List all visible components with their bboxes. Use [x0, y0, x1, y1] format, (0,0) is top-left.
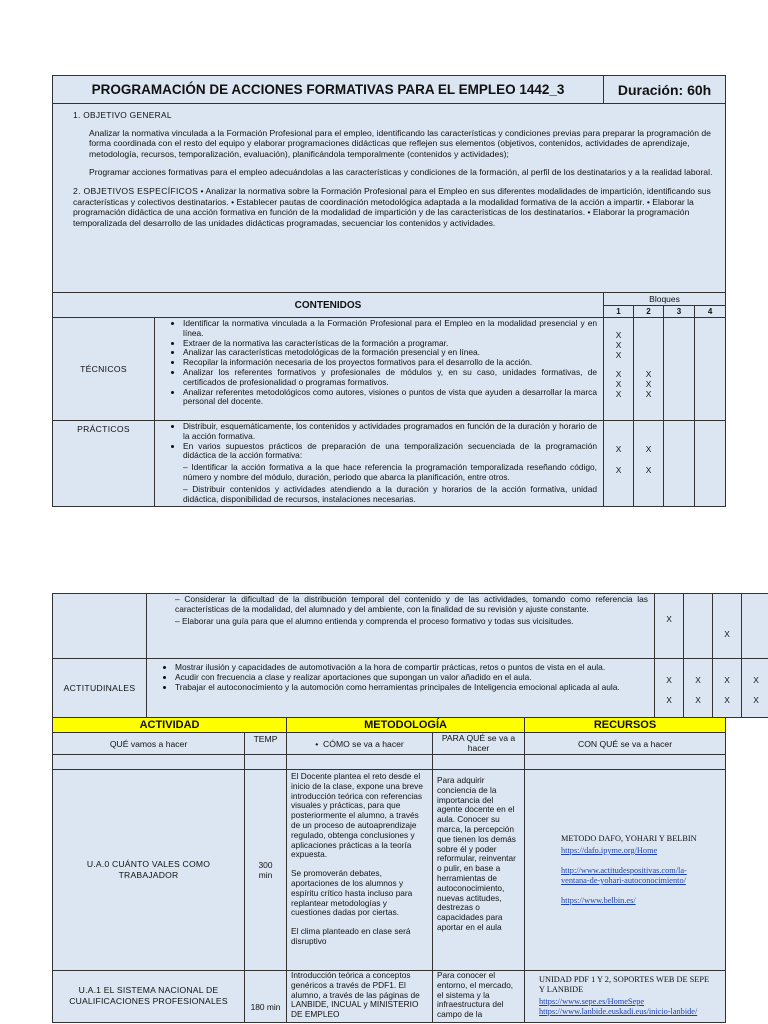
ua1-resources — [525, 971, 726, 1023]
continued-bloque-2 — [684, 594, 713, 659]
list-subitem: – Distribuir contenidos y actividades atendiendo a la duración y horarios de la acción formativa, unidad didáctica, disponibilidad de recursos, instalaciones necesarias. — [183, 483, 598, 504]
specific-objectives — [73, 186, 715, 228]
tecnicos-bloque-1: X X X X X X — [604, 318, 634, 421]
general-objective-text: Analizar la normativa vinculada a la Formación Profesional para el empleo, identificando las características y condiciones previas para preparar la programación de forma coordinada con el resto del equipo y elaborar programaciones didácticas que reflejen sus elementos (objetivos, contenidos, actividades de aprendizaje, metodología, recursos, temporalización, evaluación), planificándola temporalmente (contenidos y actividades); — [89, 127, 711, 159]
continued-bloque-1: X — [655, 594, 684, 659]
page-2 — [52, 593, 759, 1023]
list-item: • En varios supuestos prácticos de preparación de una temporalización secuenciada de la programación didáctica de la acción formativa: — [183, 442, 597, 462]
spacer-cell — [433, 755, 525, 770]
continued-bloque-4 — [742, 594, 768, 659]
contents-heading: CONTENIDOS — [53, 293, 604, 318]
page-title: PROGRAMACIÓN DE ACCIONES FORMATIVAS PARA EL EMPLEO 1442_3 — [53, 76, 604, 104]
list-item: • Analizar referentes metodológicos como autores, visiones o puntos de vista que ayuden a desarrollar la marca personal del docente. — [183, 388, 597, 408]
programacion-table — [52, 75, 726, 507]
contents-continued-table — [52, 593, 768, 718]
ua0-resources — [525, 770, 726, 971]
practicos-bloque-2: X X — [634, 421, 664, 507]
empty-label-cell — [53, 594, 147, 659]
belbin-link[interactable]: https://www.belbin.es/ — [561, 896, 636, 905]
list-item: • Distribuir, esquemáticamente, los contenidos y actividades programados en función de la duración y horario de la acción formativa. — [183, 422, 597, 442]
list-subitem: – Identificar la acción formativa a la que hace referencia la programación temporalizada reseñando código, número y nombre del módulo, duración, periodo que abarca la planificación, entre otros. — [183, 462, 598, 482]
spacer-cell — [53, 755, 245, 770]
yohari-link[interactable]: http://www.actitudespositivas.com/la-ventana-de-yohari-autoconocimiento/ — [561, 866, 687, 885]
actitudinales-bloque-3: X X — [713, 659, 742, 718]
practicos-label: PRÁCTICOS — [53, 421, 155, 507]
list-item: • Identificar la normativa vinculada a la Formación Profesional para el Empleo en la modalidad presencial y en línea. — [183, 319, 597, 339]
methodology-header: METODOLOGÍA — [287, 718, 525, 733]
ua1-resources-title: UNIDAD PDF 1 Y 2, SOPORTES WEB DE SEPE Y LANBIDE — [539, 975, 710, 994]
list-item: • Extraer de la normativa las características de la formación a programar. — [183, 339, 597, 349]
bullet-icon: • — [315, 738, 324, 749]
list-item: • Analizar las características metodológicas de la formación presencial y en línea. — [183, 348, 597, 358]
tecnicos-label: TÉCNICOS — [53, 318, 155, 421]
ua1-why: Para conocer el entorno, el mercado, el sistema y la infraestructura del campo de la — [433, 971, 525, 1023]
dafo-link[interactable]: https://dafo.ipyme.org/Home — [561, 846, 658, 855]
ua0-how-text-2: Se promoverán debates, aportaciones de los alumnos y espíritu crítico hasta incluso para replantear metodologías y cuestiones dadas por ciertas. — [291, 868, 413, 918]
tecnicos-bloque-3 — [664, 318, 695, 421]
with-what-header: CON QUÉ se va a hacer — [525, 733, 726, 755]
ua1-name: U.A.1 EL SISTEMA NACIONAL DE CUALIFICACIONES PROFESIONALES — [53, 971, 245, 1023]
temp-header: TEMP — [245, 733, 287, 755]
actitudinales-bloque-1: X X — [655, 659, 684, 718]
bloque-3-header: 3 — [664, 306, 695, 318]
ua0-how-text-3: El clima planteado en clase será disruptivo — [291, 926, 411, 946]
general-objective-heading: 1. OBJETIVO GENERAL — [73, 110, 172, 120]
sepe-link[interactable]: https://www.sepe.es/HomeSepe — [539, 997, 645, 1006]
why-header: PARA QUÉ se va a hacer — [433, 733, 525, 755]
actitudinales-bloque-4: X X — [742, 659, 768, 718]
how-header-text: CÓMO se va a hacer — [323, 738, 404, 749]
spacer-cell — [245, 755, 287, 770]
practicos-bloque-1: X X — [604, 421, 634, 507]
ua0-temp: 300 min — [245, 770, 287, 971]
ua1-how: Introducción teórica a conceptos genéricos a través de PDF1. El alumno, a través de las páginas de LANBIDE, INCUAL y MINISTERIO DE EMPLEO — [287, 971, 433, 1023]
spacer-cell — [287, 755, 433, 770]
lanbide-link[interactable]: https://www.lanbide.euskadi.eus/inicio-lanbide/ — [539, 1007, 698, 1016]
specific-objectives-text: • Analizar la normativa sobre la Formación Profesional para el Empleo en sus diferentes modalidades de impartición, identificando sus características y colectivos destinatarios. • Establecer pautas de coordinación metodológica adaptada a la modalidad formativa de la acción a impartir. • Elaborar la programación didáctica de una acción formativa en función de la modalidad de impartición y de las características de los destinatarios. • Elaborar la programación temporalizada del desarrollo de las unidades didácticas programadas, secuenciar los contenidos y actividades. — [73, 185, 711, 228]
continued-content — [147, 594, 655, 659]
tecnicos-bloque-4 — [695, 318, 726, 421]
ua1-temp: 180 min — [245, 971, 287, 1023]
bloque-4-header: 4 — [695, 306, 726, 318]
what-header: QUÉ vamos a hacer — [53, 733, 245, 755]
bloque-2-header: 2 — [634, 306, 664, 318]
list-subitem: – Considerar la dificultad de la distribución temporal del contenido y de las actividades, tomando como referencia las características de la modalidad, del alumnado y del ambiente, con la finalidad de su revisión y ajuste constante. — [175, 594, 648, 614]
list-item: • Acudir con frecuencia a clase y realizar aportaciones que supongan un valor añadido en el aula. — [175, 673, 648, 683]
tecnicos-content — [155, 318, 604, 421]
actitudinales-bloque-2: X X — [684, 659, 713, 718]
continued-bloque-3: X — [713, 594, 742, 659]
ua0-how — [287, 770, 433, 971]
actitudinales-content — [147, 659, 655, 718]
duration-label: Duración: 60h — [604, 76, 726, 104]
activities-table — [52, 717, 726, 1023]
resources-header: RECURSOS — [525, 718, 726, 733]
tecnicos-bloque-2: X X X — [634, 318, 664, 421]
ua0-resources-title: METODO DAFO, YOHARI Y BELBIN — [561, 834, 697, 843]
how-header — [287, 733, 433, 755]
list-subitem: – Elaborar una guía para que el alumno entienda y comprenda el proceso formativo y todas sus vicisitudes. — [175, 615, 574, 626]
page-1 — [52, 75, 725, 507]
activity-header: ACTIVIDAD — [53, 718, 287, 733]
list-item: • Analizar los referentes formativos y profesionales de módulos y, en su caso, unidades formativas, de certificados de profesionalidad o programas formativos. — [183, 368, 597, 388]
ua0-why: Para adquirir conciencia de la importancia del agente docente en el aula. Conocer su marca, la percepción que tienen los demás sobre él y poder reformular, reinventar o pulir, en base a herramientas de autoconocimiento, nuevas actitudes, destrezas o capacidades para aportar en el aula — [433, 770, 525, 971]
ua0-how-text: El Docente plantea el reto desde el inicio de la clase, expone una breve introducción teórica con referencias visuales y prácticas, para que posteriormente el alumno, a través de un proceso de autoaprendizaje regulado, obtenga conclusiones y aplicaciones prácticas a la teoría expuesta. — [291, 771, 423, 860]
ua0-name: U.A.0 CUÁNTO VALES COMO TRABAJADOR — [53, 770, 245, 971]
list-item: • Recopilar la información necesaria de los proyectos formativos para el desarrollo de la acción. — [183, 358, 597, 368]
general-objective-text-2: Programar acciones formativas para el empleo adecuándolas a las características y condiciones de la formación, al perfil de los destinatarios y a la realidad laboral. — [89, 167, 713, 178]
objectives-section — [53, 104, 726, 293]
practicos-bloque-4 — [695, 421, 726, 507]
actitudinales-label: ACTITUDINALES — [53, 659, 147, 718]
bloque-1-header: 1 — [604, 306, 634, 318]
practicos-bloque-3 — [664, 421, 695, 507]
specific-objectives-heading: 2. OBJETIVOS ESPECÍFICOS — [73, 185, 199, 196]
practicos-content — [155, 421, 604, 507]
list-item: • Mostrar ilusión y capacidades de automotivación a la hora de compartir prácticas, retos o puntos de vista en el aula. — [175, 663, 648, 673]
bloques-heading: Bloques — [604, 293, 726, 306]
list-item: • Trabajar el autoconocimiento y la automoción como herramientas principales de Inteligencia emocional aplicada al aula. — [175, 683, 648, 693]
spacer-cell — [525, 755, 726, 770]
